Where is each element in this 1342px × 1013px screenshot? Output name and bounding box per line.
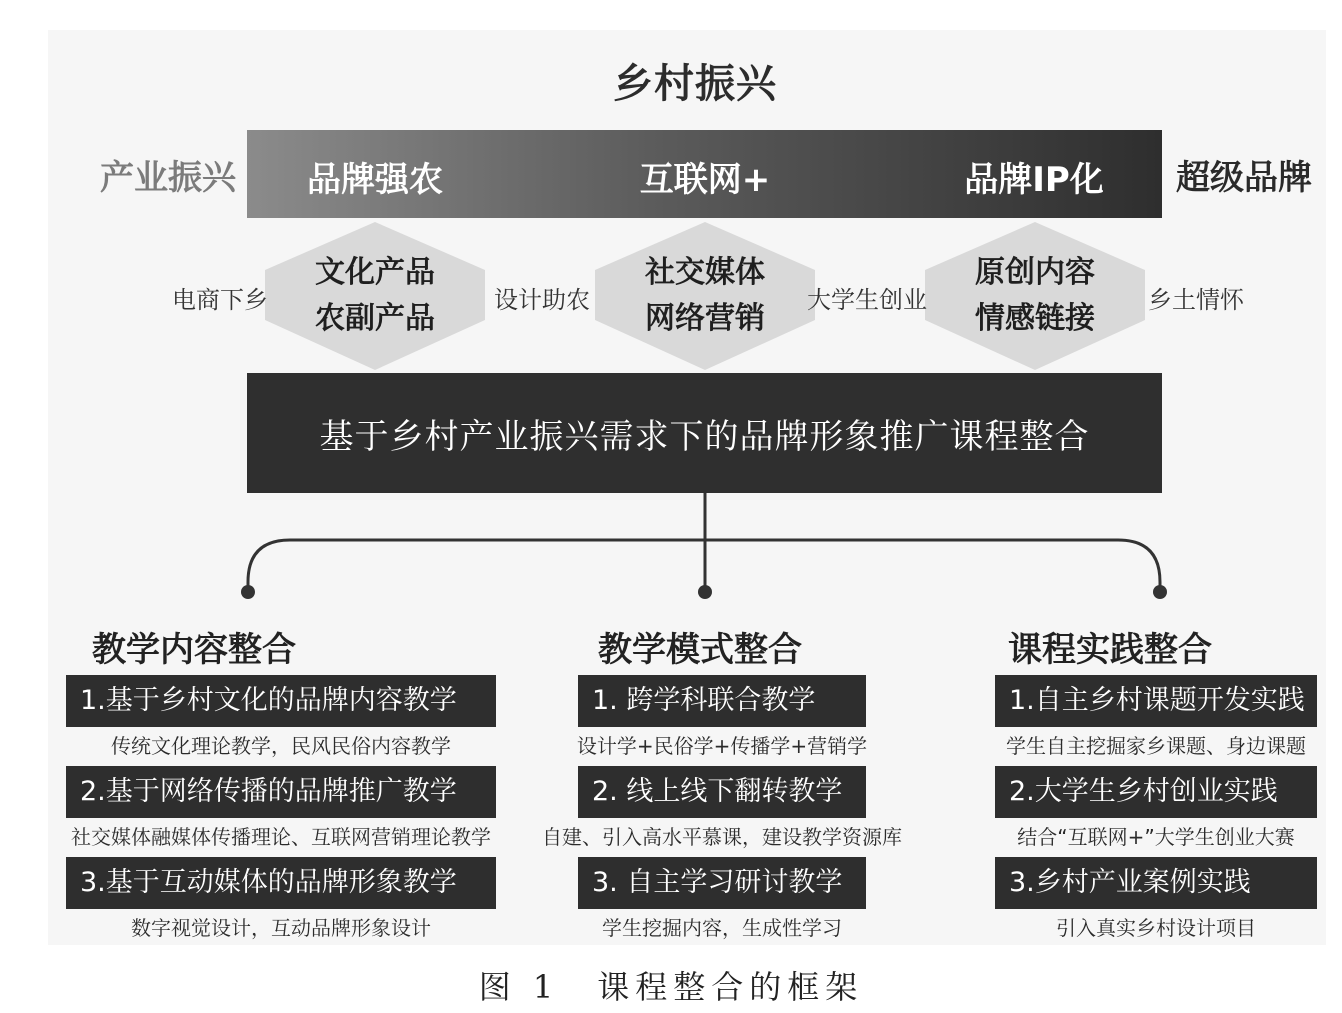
group2-item2: 2. 线上线下翻转教学 bbox=[578, 766, 866, 818]
diamond-text-3 bbox=[945, 250, 1125, 342]
group3-item1-sub: 学生自主挖掘家乡课题、身边课题 bbox=[1006, 734, 1306, 758]
diamond-text-1 bbox=[285, 250, 465, 342]
group1-item3: 3.基于互动媒体的品牌形象教学 bbox=[66, 857, 496, 909]
side-label-super-brand: 超级品牌 bbox=[1176, 158, 1312, 198]
diamond-2-line2: 网络营销 bbox=[645, 301, 765, 336]
diamond-text-2 bbox=[615, 250, 795, 342]
group-title-content: 教学内容整合 bbox=[92, 630, 296, 670]
center-banner-text: 基于乡村产业振兴需求下的品牌形象推广课程整合 bbox=[319, 417, 1090, 457]
connector-dot-right bbox=[1153, 585, 1167, 599]
group2-item2-sub: 自建、引入高水平慕课，建设教学资源库 bbox=[542, 825, 902, 849]
side-label-industry-revival: 产业振兴 bbox=[100, 158, 236, 198]
connector-dot-left bbox=[241, 585, 255, 599]
connector-right-branch bbox=[705, 540, 1160, 592]
figure-caption: 图 1 课程整合的框架 bbox=[478, 968, 864, 1006]
group2-item3-sub: 学生挖掘内容，生成性学习 bbox=[602, 916, 842, 940]
diagram-title: 乡村振兴 bbox=[613, 61, 777, 107]
keyword-rural-sentiment: 乡土情怀 bbox=[1148, 286, 1244, 314]
group-title-practice: 课程实践整合 bbox=[1008, 630, 1212, 670]
group3-item2: 2.大学生乡村创业实践 bbox=[995, 766, 1317, 818]
diamond-3-line2: 情感链接 bbox=[975, 301, 1095, 336]
group3-item1: 1.自主乡村课题开发实践 bbox=[995, 675, 1317, 727]
diamond-1-line1: 文化产品 bbox=[315, 255, 435, 290]
keyword-student-startup: 大学生创业 bbox=[807, 286, 927, 314]
keyword-design-aid: 设计助农 bbox=[494, 286, 590, 314]
banner-item-internet-plus: 互联网+ bbox=[639, 160, 771, 200]
diamond-1-line2: 农副产品 bbox=[315, 301, 435, 336]
group2-item1: 1. 跨学科联合教学 bbox=[578, 675, 866, 727]
keyword-ecommerce: 电商下乡 bbox=[172, 286, 268, 314]
group3-item3: 3.乡村产业案例实践 bbox=[995, 857, 1317, 909]
group3-item2-sub: 结合“互联网+”大学生创业大赛 bbox=[1017, 825, 1295, 849]
diamond-2-line1: 社交媒体 bbox=[645, 255, 765, 290]
banner-item-brand-agriculture: 品牌强农 bbox=[307, 160, 443, 200]
connector-dot-center bbox=[698, 585, 712, 599]
group1-item1: 1.基于乡村文化的品牌内容教学 bbox=[66, 675, 496, 727]
group1-item2-sub: 社交媒体融媒体传播理论、互联网营销理论教学 bbox=[71, 825, 491, 849]
group3-item3-sub: 引入真实乡村设计项目 bbox=[1056, 916, 1256, 940]
diamond-3-line1: 原创内容 bbox=[975, 255, 1095, 290]
connector-left-branch bbox=[248, 540, 705, 592]
banner-item-brand-ip: 品牌IP化 bbox=[964, 160, 1104, 200]
group-title-mode: 教学模式整合 bbox=[598, 630, 802, 670]
group2-item1-sub: 设计学+民俗学+传播学+营销学 bbox=[576, 734, 868, 758]
group1-item3-sub: 数字视觉设计，互动品牌形象设计 bbox=[131, 916, 431, 940]
group1-item1-sub: 传统文化理论教学，民风民俗内容教学 bbox=[111, 734, 451, 758]
center-banner bbox=[247, 373, 1162, 493]
group2-item3: 3. 自主学习研讨教学 bbox=[578, 857, 866, 909]
group1-item2: 2.基于网络传播的品牌推广教学 bbox=[66, 766, 496, 818]
